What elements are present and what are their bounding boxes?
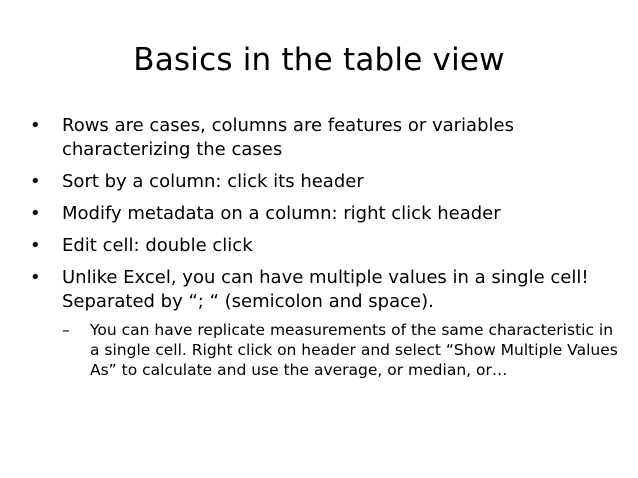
- bullet-text: Edit cell: double click: [62, 235, 253, 256]
- bullet-text: Sort by a column: click its header: [62, 171, 364, 192]
- bullet-item: [30, 202, 620, 226]
- bullet-text: Modify metadata on a column: right click header: [62, 203, 501, 224]
- sub-bullet-text: You can have replicate measurements of the same characteristic in a single cell. Right click on header and select “Show Multiple Values As” to calculate and use the average, or median, or…: [90, 321, 618, 379]
- bullet-item: [30, 234, 620, 258]
- sub-bullet-list: [62, 320, 620, 380]
- sub-bullet-item: [62, 320, 620, 380]
- sub-bullet-marker: –: [62, 321, 70, 339]
- bullet-text: Rows are cases, columns are features or variables characterizing the cases: [62, 115, 514, 160]
- bullet-item: [30, 266, 620, 380]
- bullet-item: [30, 114, 620, 162]
- bullet-marker: •: [30, 235, 41, 256]
- bullet-marker: •: [30, 115, 41, 136]
- bullet-text: Unlike Excel, you can have multiple values in a single cell! Separated by “; “ (semicolon and space).: [62, 267, 589, 312]
- bullet-marker: •: [30, 171, 41, 192]
- bullet-item: [30, 170, 620, 194]
- slide-title: Basics in the table view: [133, 42, 505, 78]
- bullet-marker: •: [30, 203, 41, 224]
- bullet-list: [30, 114, 620, 388]
- bullet-marker: •: [30, 267, 41, 288]
